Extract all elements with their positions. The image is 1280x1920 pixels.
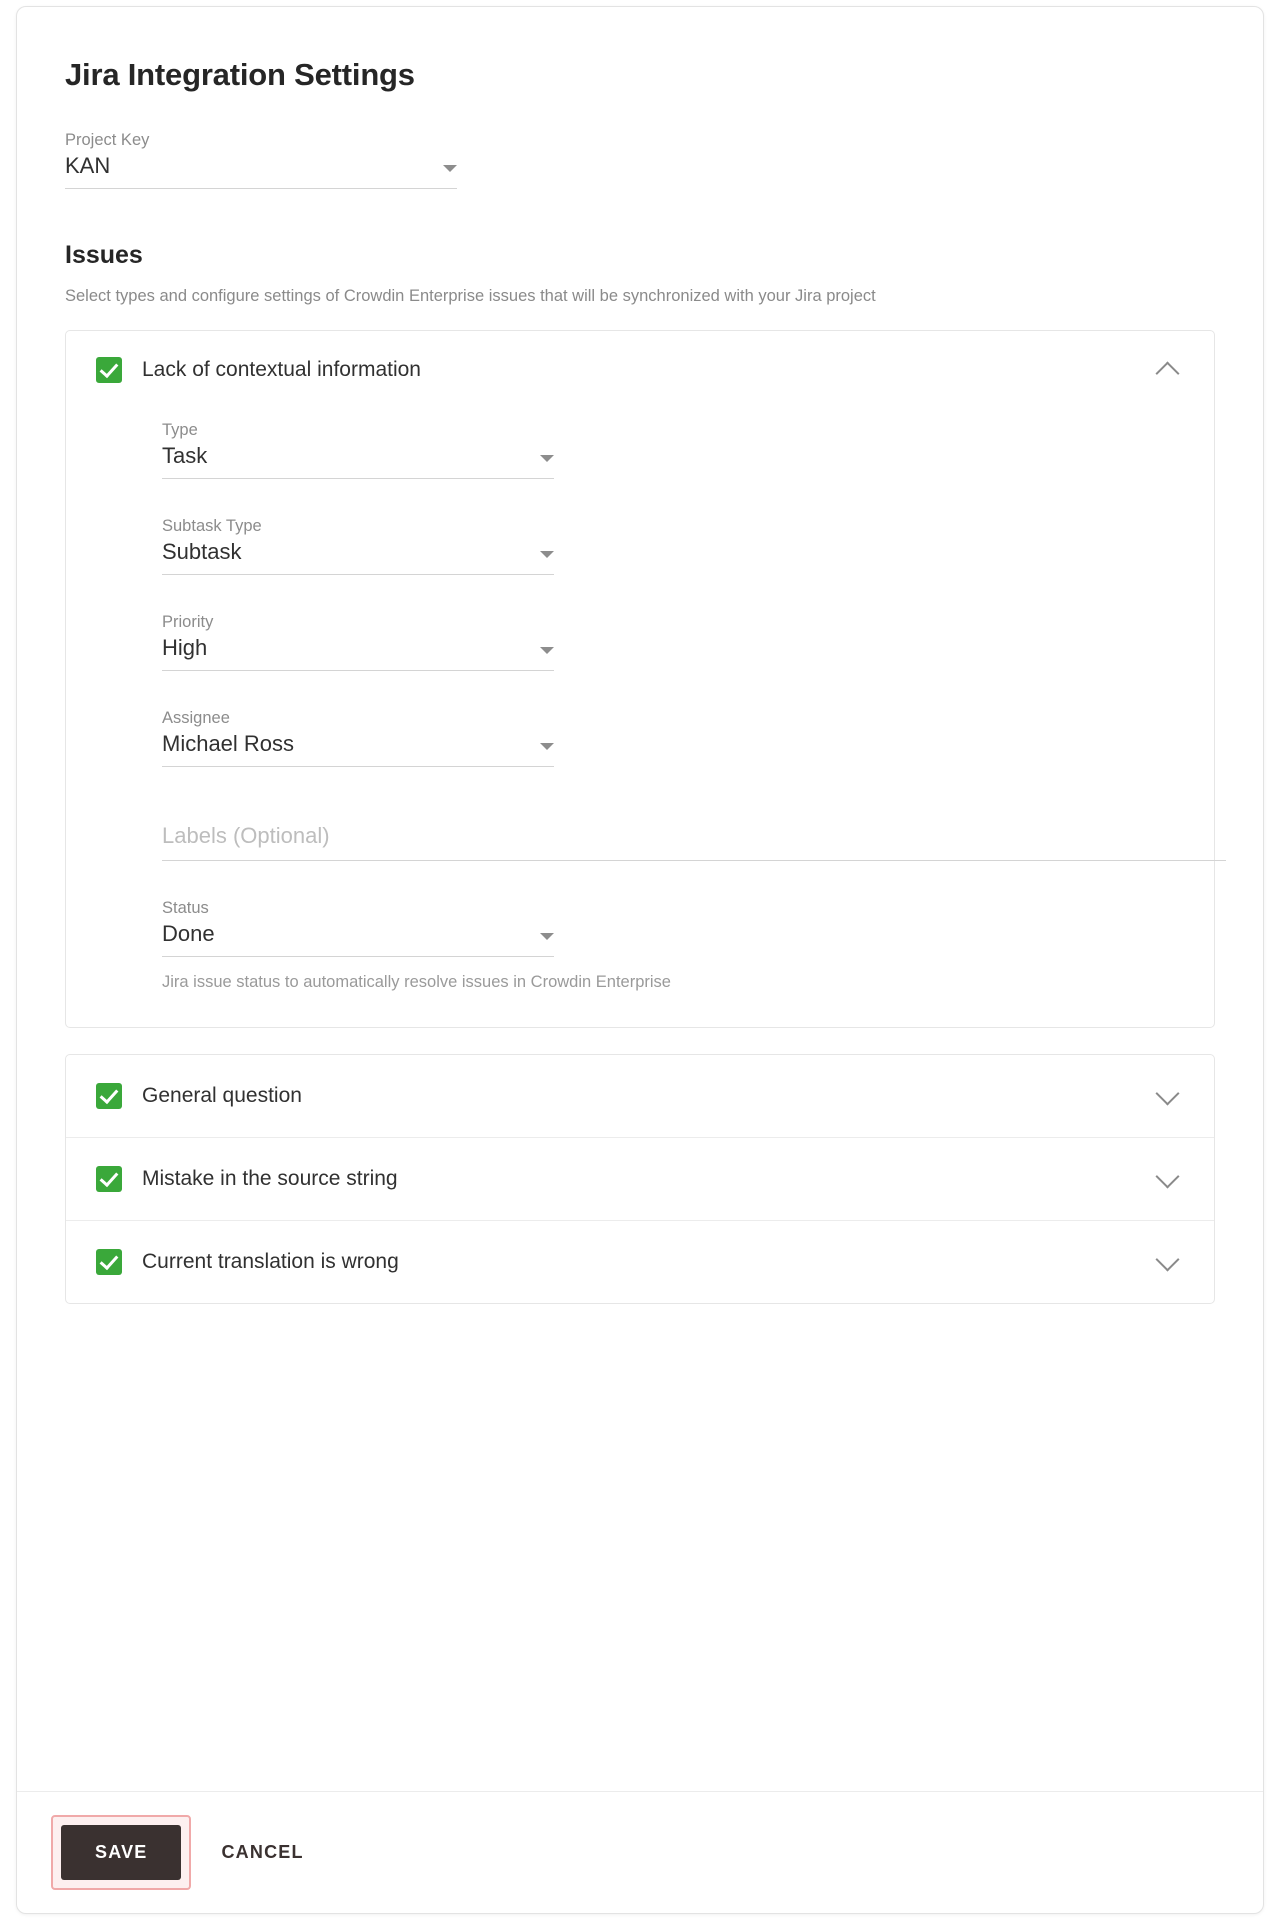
chevron-down-icon: [443, 165, 457, 172]
issue-checkbox[interactable]: [96, 357, 122, 383]
type-field[interactable]: [162, 409, 554, 479]
project-key-label: Project Key: [65, 131, 150, 149]
settings-panel: [16, 6, 1264, 1914]
assignee-value: Michael Ross: [162, 731, 295, 756]
collapsed-issue-cards: [65, 1054, 1215, 1304]
subtask-type-field[interactable]: [162, 505, 554, 575]
issue-card-title: Current translation is wrong: [142, 1250, 399, 1273]
status-select[interactable]: [162, 919, 554, 957]
status-label: Status: [162, 899, 209, 917]
issue-card-expanded: [65, 330, 1215, 1028]
chevron-down-icon: [540, 647, 554, 654]
status-value: Done: [162, 921, 215, 946]
issue-card-title: Mistake in the source string: [142, 1167, 398, 1190]
chevron-up-icon[interactable]: [1155, 361, 1179, 385]
assignee-select[interactable]: [162, 729, 554, 767]
labels-input[interactable]: [162, 821, 1226, 861]
issues-section-description: Select types and configure settings of Crowdin Enterprise issues that will be synchronized with your Jira project: [65, 287, 876, 305]
priority-value: High: [162, 635, 208, 660]
issue-card-title: Lack of contextual information: [142, 358, 421, 381]
assignee-label: Assignee: [162, 709, 230, 727]
type-label: Type: [162, 421, 198, 439]
chevron-down-icon: [540, 455, 554, 462]
labels-placeholder: Labels (Optional): [162, 823, 330, 848]
issue-checkbox[interactable]: [96, 1166, 122, 1192]
subtask-type-value: Subtask: [162, 539, 242, 564]
chevron-down-icon: [540, 551, 554, 558]
chevron-down-icon[interactable]: [1155, 1081, 1179, 1105]
issue-card-mistake-in-source-string[interactable]: [66, 1138, 1214, 1221]
footer-actions: [17, 1791, 1263, 1913]
page-title: Jira Integration Settings: [65, 57, 415, 92]
issue-card-body: [66, 409, 1214, 1027]
priority-label: Priority: [162, 613, 214, 631]
issue-card-current-translation-wrong[interactable]: [66, 1221, 1214, 1303]
project-key-value: KAN: [65, 153, 111, 178]
issue-card-general-question[interactable]: [66, 1055, 1214, 1138]
issues-section-title: Issues: [65, 241, 143, 269]
project-key-select[interactable]: [65, 151, 457, 189]
subtask-type-label: Subtask Type: [162, 517, 262, 535]
chevron-down-icon: [540, 743, 554, 750]
chevron-down-icon[interactable]: [1155, 1247, 1179, 1271]
issue-checkbox[interactable]: [96, 1083, 122, 1109]
chevron-down-icon[interactable]: [1155, 1164, 1179, 1188]
status-field[interactable]: [162, 887, 554, 957]
issue-card-title: General question: [142, 1084, 302, 1107]
issue-card-header[interactable]: [66, 331, 1214, 409]
assignee-field[interactable]: [162, 697, 554, 767]
issue-checkbox[interactable]: [96, 1249, 122, 1275]
labels-field[interactable]: [162, 811, 1226, 861]
cancel-button[interactable]: CANCEL: [215, 1841, 309, 1864]
save-button[interactable]: SAVE: [61, 1825, 181, 1880]
project-key-field[interactable]: [65, 119, 457, 189]
priority-select[interactable]: [162, 633, 554, 671]
priority-field[interactable]: [162, 601, 554, 671]
save-button-highlight: [51, 1815, 191, 1890]
chevron-down-icon: [540, 933, 554, 940]
subtask-type-select[interactable]: [162, 537, 554, 575]
status-help-text: Jira issue status to automatically resolve issues in Crowdin Enterprise: [162, 973, 671, 991]
settings-content: [17, 7, 1263, 1304]
type-value: Task: [162, 443, 208, 468]
type-select[interactable]: [162, 441, 554, 479]
